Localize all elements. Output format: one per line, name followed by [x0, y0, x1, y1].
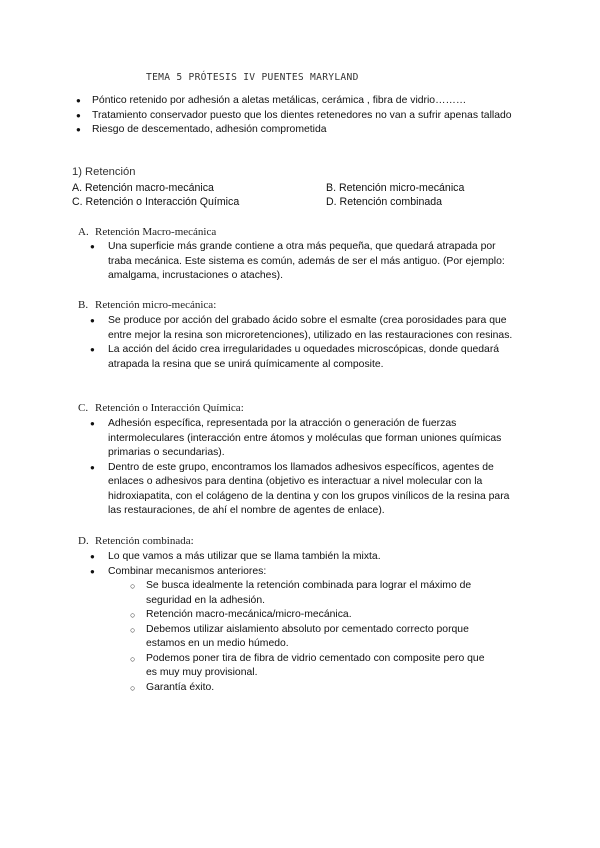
bullet-icon: ●: [90, 419, 95, 428]
subsection-heading-b: B. Retención micro-mecánica:: [78, 299, 217, 311]
intro-bullet-list: [74, 94, 514, 138]
bullet-item: ● Combinar mecanismos anteriores: ○ Se busca idealmente la retención combinada para lograr el máximo de seguridad en la adhesión. ○ Retención macro-mecánica/micro-mecánica. ○ Debemos utilizar aislamiento absoluto por cementado correcto porque estamos en un medio húmedo. ○ Podemos poner tira de fibra de vidrio cementado con composite pero que es muy muy provisional. ○ Garantía éxito.: [90, 565, 522, 696]
nested-bullet-item: ○ Garantía éxito.: [126, 681, 496, 696]
circle-bullet-icon: ○: [130, 610, 136, 620]
subsection-c-bullets: [90, 417, 522, 519]
bullet-icon: ●: [90, 345, 95, 354]
nested-bullet-list: [126, 579, 496, 695]
circle-bullet-icon: ○: [130, 581, 136, 591]
nested-bullet-item: ○ Podemos poner tira de fibra de vidrio cementado con composite pero que es muy muy provisional.: [130, 652, 485, 678]
bullet-item: ● La acción del ácido crea irregularidades u oquedades microscópicas, donde quedará atrapada la resina que se unirá químicamente al composite.: [90, 344, 500, 370]
bullet-icon: ●: [76, 110, 81, 120]
nested-bullet-item: ○ Debemos utilizar aislamiento absoluto por cementado correcto porque estamos en un medio húmedo.: [130, 623, 469, 649]
intro-bullet-item: ● Póntico retenido por adhesión a aletas metálicas, cerámica , fibra de vidrio………: [74, 94, 514, 109]
bullet-icon: ●: [90, 242, 95, 251]
subsection-a-bullets: [90, 240, 522, 284]
circle-bullet-icon: ○: [130, 682, 136, 693]
bullet-item: ● Adhesión específica, representada por la atracción o generación de fuerzas intermoleculares (interacción entre átomos y moléculas que forman uniones químicas primarias o secundarias).: [90, 418, 502, 458]
bullet-icon: ●: [76, 96, 81, 105]
option-a: A. Retención macro-mecánica: [72, 182, 214, 194]
nested-bullet-item: ○ Se busca idealmente la retención combinada para lograr el máximo de seguridad en la adhesión.: [130, 580, 472, 606]
option-b: B. Retención micro-mecánica: [326, 182, 465, 194]
circle-bullet-icon: ○: [130, 624, 136, 635]
nested-bullet-item: ○ Retención macro-mecánica/micro-mecánica.: [126, 608, 496, 623]
bullet-icon: ●: [90, 566, 95, 576]
section-heading: 1) Retención: [72, 166, 136, 178]
circle-bullet-icon: ○: [130, 653, 136, 664]
bullet-item: ● Lo que vamos a más utilizar que se llama también la mixta.: [90, 550, 522, 565]
bullet-item: ● Una superficie más grande contiene a otra más pequeña, que quedará atrapada por traba mecánica. Este sistema es común, además de ser el más antiguo. (Por ejemplo: amalgama, incrustaciones o ataches).: [90, 241, 505, 281]
intro-bullet-item: ● Tratamiento conservador puesto que los dientes retenedores no van a sufrir apenas tallado: [74, 109, 514, 124]
bullet-item: ● Dentro de este grupo, encontramos los llamados adhesivos específicos, agentes de enlaces o adhesivos para dentina (objetivo es interactuar a nivel molecular con la hidroxiapatita, con el colágeno de la dentina y con los grupos vinílicos de la resina para las restauraciones, de ahí el nombre de agentes de enlace).: [90, 461, 510, 516]
bullet-item: ● Se produce por acción del grabado ácido sobre el esmalte (crea porosidades para que entre mejor la resina son microretenciones), utilizado en las restauraciones con resinas.: [90, 315, 513, 341]
option-c: C. Retención o Interacción Química: [72, 196, 240, 208]
option-d: D. Retención combinada: [326, 196, 443, 208]
bullet-icon: ●: [90, 462, 95, 472]
document-title: TEMA 5 PRÓTESIS IV PUENTES MARYLAND: [146, 72, 359, 83]
subsection-b-bullets: [90, 314, 522, 372]
subsection-d-bullets: [90, 550, 522, 695]
subsection-heading-a: A. Retención Macro-mecánica: [78, 226, 217, 238]
bullet-icon: ●: [90, 316, 95, 325]
subsection-heading-d: D. Retención combinada:: [78, 535, 194, 547]
subsection-heading-c: C. Retención o Interacción Química:: [78, 402, 244, 414]
bullet-icon: ●: [90, 552, 95, 561]
intro-bullet-item: ● Riesgo de descementado, adhesión comprometida: [74, 123, 514, 138]
bullet-icon: ●: [76, 125, 81, 134]
